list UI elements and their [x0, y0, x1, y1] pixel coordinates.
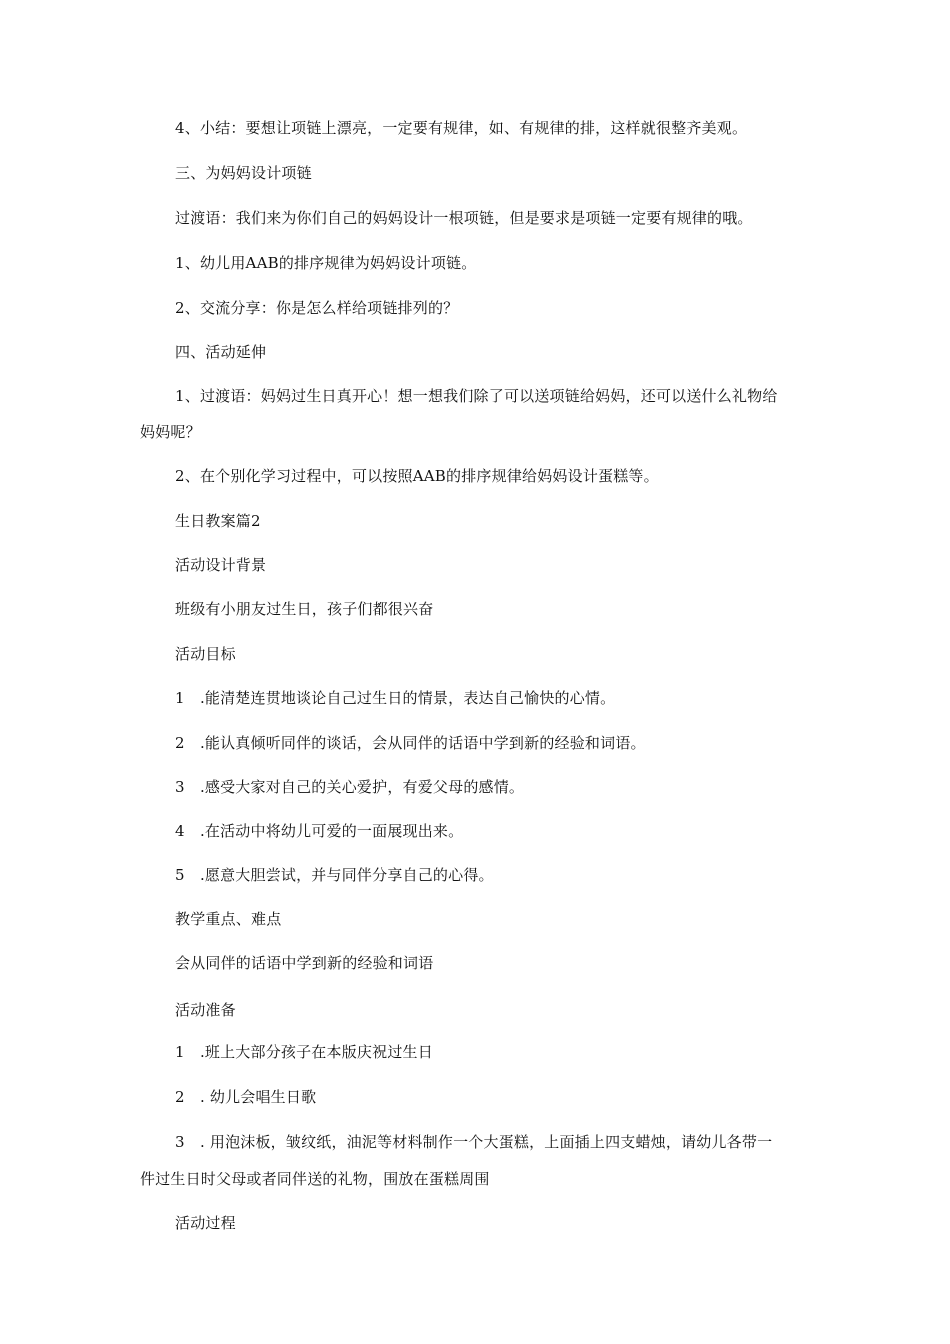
- list-item: 1 .班上大部分孩子在本版庆祝过生日: [175, 1043, 433, 1061]
- paragraph-continuation: 件过生日时父母或者同伴送的礼物，围放在蛋糕周围: [140, 1170, 490, 1188]
- list-item: 5 .愿意大胆尝试，并与同伴分享自己的心得。: [175, 866, 494, 884]
- list-item: 3 .感受大家对自己的关心爱护，有爱父母的感情。: [175, 778, 525, 796]
- subheading: 教学重点、难点: [175, 910, 282, 928]
- paragraph: 1、过渡语：妈妈过生日真开心！想一想我们除了可以送项链给妈妈，还可以送什么礼物给: [175, 387, 778, 405]
- section-heading: 生日教案篇2: [175, 512, 261, 530]
- paragraph: 2、交流分享：你是怎么样给项链排列的？: [175, 299, 459, 317]
- list-item: 2 . 幼儿会唱生日歌: [175, 1088, 317, 1106]
- list-item: 4 .在活动中将幼儿可爱的一面展现出来。: [175, 822, 464, 840]
- list-item: 2 .能认真倾听同伴的谈话，会从同伴的话语中学到新的经验和词语。: [175, 734, 646, 752]
- paragraph: 2、在个别化学习过程中，可以按照AAB的排序规律给妈妈设计蛋糕等。: [175, 467, 659, 485]
- subheading: 活动设计背景: [175, 556, 267, 574]
- paragraph: 过渡语：我们来为你们自己的妈妈设计一根项链，但是要求是项链一定要有规律的哦。: [175, 209, 753, 227]
- paragraph-continuation: 妈妈呢？: [140, 423, 201, 441]
- paragraph: 1、幼儿用AAB的排序规律为妈妈设计项链。: [175, 254, 477, 272]
- section-heading: 三、为妈妈设计项链: [175, 164, 312, 182]
- section-heading: 四、活动延伸: [175, 343, 267, 361]
- paragraph: 班级有小朋友过生日，孩子们都很兴奋: [175, 600, 434, 618]
- subheading: 活动目标: [175, 645, 236, 663]
- subheading: 活动过程: [175, 1214, 236, 1232]
- subheading: 活动准备: [175, 1001, 236, 1019]
- list-item: 3 . 用泡沫板，皱纹纸，油泥等材料制作一个大蛋糕，上面插上四支蜡烛，请幼儿各带一: [175, 1133, 773, 1151]
- list-item: 1 .能清楚连贯地谈论自己过生日的情景，表达自己愉快的心情。: [175, 689, 616, 707]
- paragraph: 4、小结：要想让项链上漂亮，一定要有规律，如、有规律的排，这样就很整齐美观。: [175, 119, 748, 137]
- paragraph: 会从同伴的话语中学到新的经验和词语: [175, 954, 434, 972]
